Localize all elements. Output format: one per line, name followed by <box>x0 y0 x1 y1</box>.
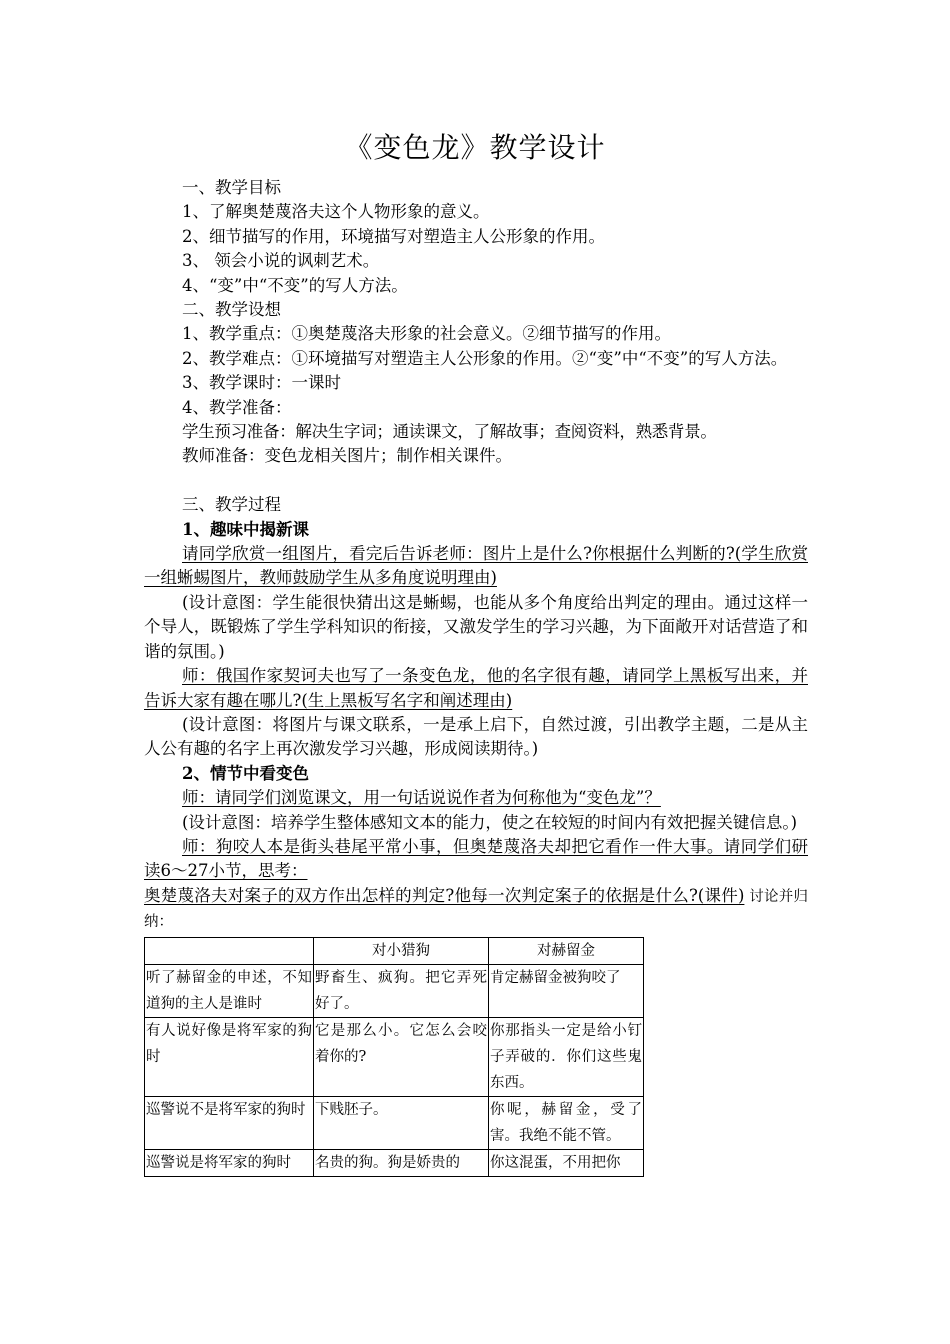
underlined-text: 师：狗咬人本是街头巷尾平常小事，但奥楚蔑洛夫却把它看作一件大事。请同学们研读6～27小节，思考： <box>144 836 808 881</box>
student-prep: 学生预习准备：解决生字词；通读课文，了解故事；查阅资料，熟悉背景。 <box>182 422 717 442</box>
table-header-cell <box>145 937 314 964</box>
section-1-intent-2: (设计意图：将图片与课文联系，一是承上启下，自然过渡，引出教学主题，二是从主人公有趣的名字上再次激发学习兴趣，形成阅读期待。) <box>144 714 808 759</box>
document-title: 《变色龙》教学设计 <box>344 131 606 164</box>
plan-hours: 3、教学课时：一课时 <box>182 373 341 393</box>
teacher-prep: 教师准备：变色龙相关图片；制作相关课件。 <box>182 446 512 466</box>
table-header-cell: 对赫留金 <box>489 937 644 964</box>
table-cell: 巡警说是将军家的狗时 <box>145 1149 314 1176</box>
plan-prep: 4、教学准备： <box>182 397 292 417</box>
plan-key-points: 1、教学重点：①奥楚蔑洛夫形象的社会意义。②细节描写的作用。 <box>182 324 671 344</box>
process-heading: 三、教学过程 <box>182 495 281 515</box>
blank-line <box>144 469 808 493</box>
document-body <box>144 176 808 1177</box>
section-1-question-1 <box>144 542 808 591</box>
goal-item: 1、了解奥楚蔑洛夫这个人物形象的意义。 <box>182 202 490 222</box>
section-1-heading: 1、趣味中揭新课 <box>182 519 309 539</box>
table-cell: 你那指头一定是给小钉子弄破的．你们这些鬼东西。 <box>489 1017 644 1096</box>
section-2-heading: 2、情节中看变色 <box>182 763 309 783</box>
section-2-question-2 <box>144 835 808 884</box>
underlined-text: 请同学欣赏一组图片，看完后告诉老师：图片上是什么?你根据什么判断的?(学生欣赏一组蜥蜴图片，教师鼓励学生从多角度说明理由) <box>144 544 808 588</box>
underlined-text: 奥楚蔑洛夫对案子的双方作出怎样的判定?他每一次判定案子的依据是什么?(课件) <box>144 885 745 905</box>
table-cell: 你这混蛋，不用把你 <box>489 1149 644 1176</box>
goal-item: 3、 领会小说的讽刺艺术。 <box>182 251 380 271</box>
judgement-table <box>144 937 644 1177</box>
table-cell: 巡警说不是将军家的狗时 <box>145 1096 314 1149</box>
table-cell: 听了赫留金的申述，不知道狗的主人是谁时 <box>145 964 314 1017</box>
table-cell: 有人说好像是将军家的狗时 <box>145 1017 314 1096</box>
plan-heading: 二、教学设想 <box>182 300 281 320</box>
underlined-text: 师：请同学们浏览课文，用一句话说说作者为何称他为“变色龙”？ <box>182 788 661 808</box>
table-header-cell: 对小猎狗 <box>314 937 489 964</box>
section-1-intent-1: (设计意图：学生能很快猜出这是蜥蜴，也能从多个角度给出判定的理由。通过这样一个导人，既锻炼了学生学科知识的衔接，又激发学生的学习兴趣，为下面敞开对话营造了和谐的氛围。) <box>144 592 808 661</box>
table-cell: 下贱胚子。 <box>314 1096 489 1149</box>
table-cell: 野畜生、疯狗。把它弄死好了。 <box>314 964 489 1017</box>
table-cell: 你呢，赫留金，受了害。我绝不能不管。 <box>489 1096 644 1149</box>
table-cell: 它是那么小。它怎么会咬着你的? <box>314 1017 489 1096</box>
table-row <box>145 1149 644 1176</box>
table-row <box>145 964 644 1017</box>
section-2-intent-1: (设计意图：培养学生整体感知文本的能力，使之在较短的时间内有效把握关键信息。) <box>182 812 798 832</box>
section-1-question-2 <box>144 664 808 713</box>
section-2-question-1 <box>144 786 808 810</box>
table-cell: 名贵的狗。狗是娇贵的 <box>314 1149 489 1176</box>
section-2-question-3 <box>144 884 808 935</box>
goals-heading: 一、教学目标 <box>182 178 281 197</box>
table-row <box>145 1096 644 1149</box>
goal-item: 2、细节描写的作用，环境描写对塑造主人公形象的作用。 <box>182 226 605 246</box>
underlined-text: 师：俄国作家契诃夫也写了一条变色龙，他的名字很有趣，请同学上黑板写出来，并告诉大家有趣在哪儿?(生上黑板写名字和阐述理由) <box>144 666 808 710</box>
discussion-note: 讨论并归纳： <box>144 888 808 931</box>
table-row <box>145 1017 644 1096</box>
goal-item: 4、“变”中“不变”的写人方法。 <box>182 275 408 295</box>
plan-difficulties: 2、教学难点：①环境描写对塑造主人公形象的作用。②“变”中“不变”的写人方法。 <box>182 348 788 368</box>
table-header-row <box>145 937 644 964</box>
table-cell: 肯定赫留金被狗咬了 <box>489 964 644 1017</box>
